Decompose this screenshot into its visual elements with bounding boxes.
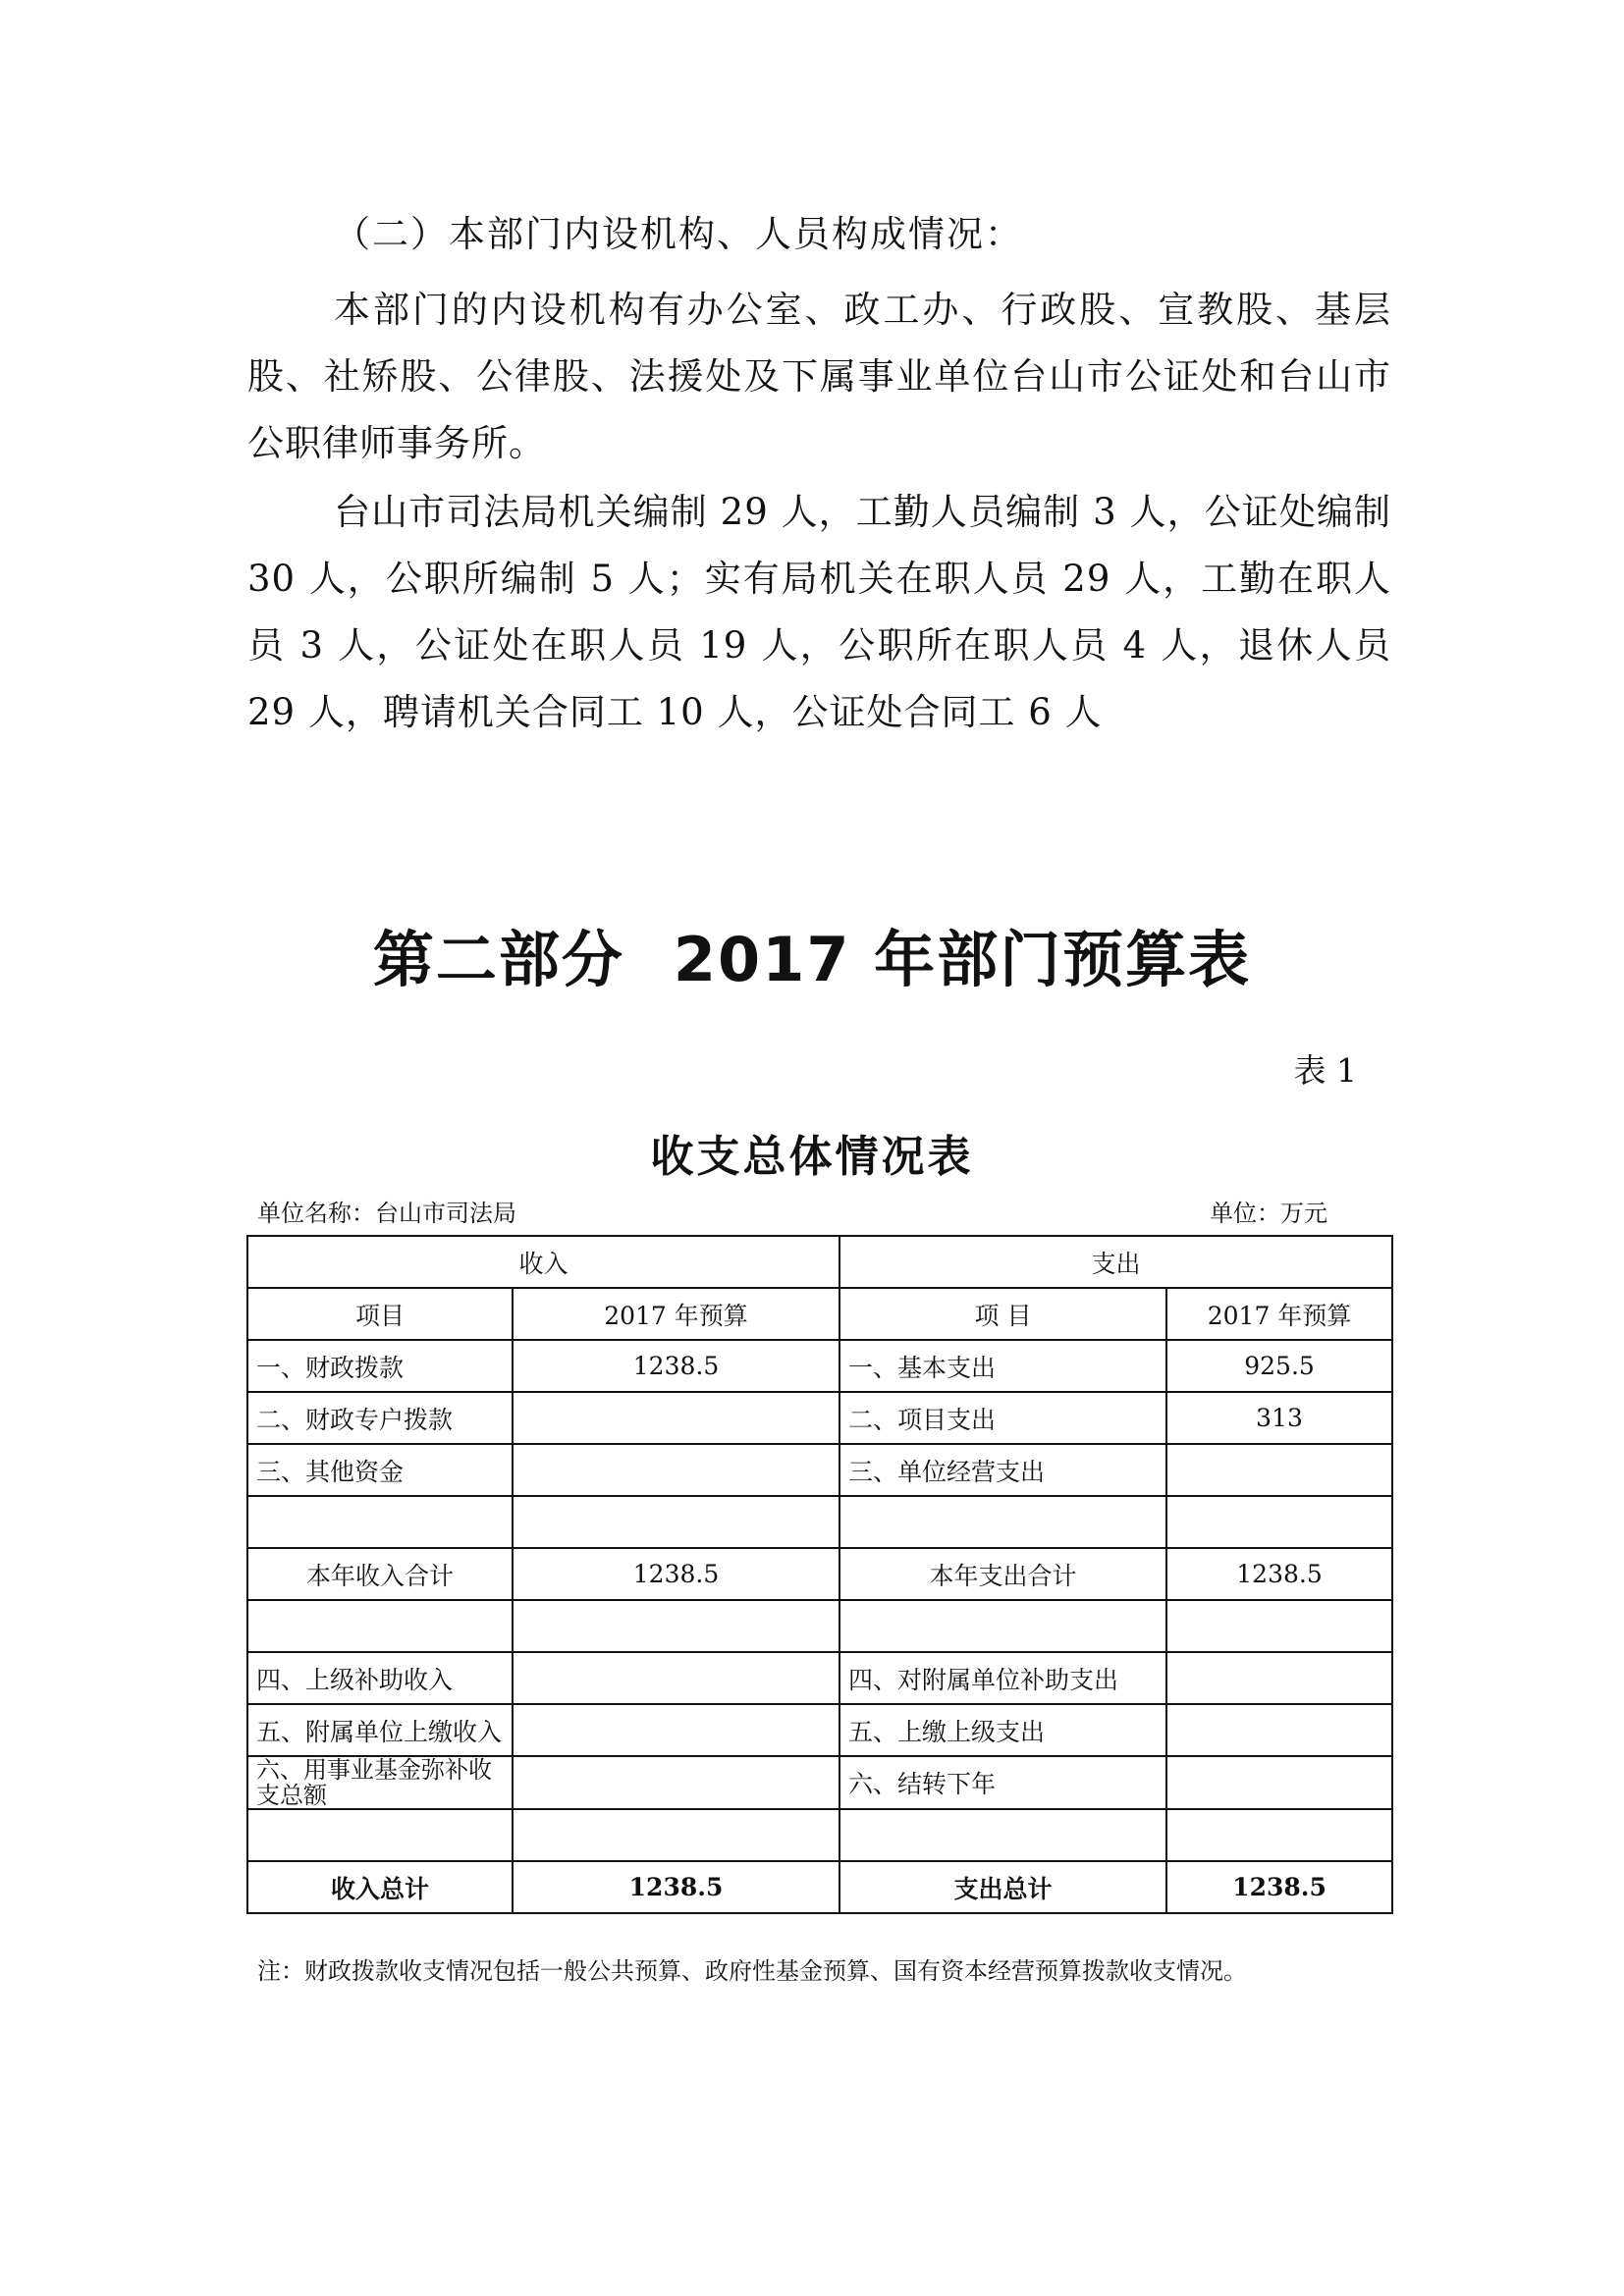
income-item: 二、财政专户拨款 <box>247 1392 513 1444</box>
income-value <box>513 1600 839 1652</box>
expense-item <box>839 1600 1166 1652</box>
section-heading: （二）本部门内设机构、人员构成情况： <box>334 213 1023 255</box>
table-number: 表 1 <box>1293 1051 1357 1090</box>
table-row-empty <box>247 1496 1392 1548</box>
part-title-prefix: 第二部分 <box>372 924 624 995</box>
expense-item: 二、项目支出 <box>839 1392 1166 1444</box>
expense-value: 925.5 <box>1166 1340 1392 1392</box>
income-subtotal-value: 1238.5 <box>513 1548 839 1600</box>
table-row <box>247 1392 1392 1444</box>
expense-item: 五、上缴上级支出 <box>839 1704 1166 1756</box>
col-item-income: 项目 <box>247 1288 513 1340</box>
budget-table <box>246 1235 1393 1914</box>
expense-item: 六、结转下年 <box>839 1756 1166 1809</box>
table-row-empty <box>247 1600 1392 1652</box>
unit-label: 单位：万元 <box>1210 1200 1327 1227</box>
income-item: 五、附属单位上缴收入 <box>247 1704 513 1756</box>
table-title: 收支总体情况表 <box>650 1132 974 1182</box>
expense-value <box>1166 1444 1392 1496</box>
paragraph-structure: 本部门的内设机构有办公室、政工办、行政股、宣教股、基层股、社矫股、公律股、法援处及下属事业单位台山市公证处和台山市公职律师事务所。 <box>247 289 1391 464</box>
table-row <box>247 1340 1392 1392</box>
expense-value <box>1166 1600 1392 1652</box>
part-title <box>0 911 1624 998</box>
income-subtotal-label: 本年收入合计 <box>247 1548 513 1600</box>
table-row-empty <box>247 1809 1392 1861</box>
income-item: 四、上级补助收入 <box>247 1652 513 1704</box>
unit-name: 单位名称：台山市司法局 <box>257 1200 516 1227</box>
income-value <box>513 1392 839 1444</box>
expense-value <box>1166 1809 1392 1861</box>
income-value <box>513 1444 839 1496</box>
expense-value: 313 <box>1166 1392 1392 1444</box>
table-row-subtotal <box>247 1548 1392 1600</box>
income-header: 收入 <box>247 1236 839 1288</box>
income-item <box>247 1600 513 1652</box>
table-row <box>247 1444 1392 1496</box>
income-value <box>513 1704 839 1756</box>
expense-total-label: 支出总计 <box>839 1861 1166 1913</box>
income-item: 六、用事业基金弥补收支总额 <box>247 1756 513 1809</box>
expense-item: 一、基本支出 <box>839 1340 1166 1392</box>
table-row <box>247 1652 1392 1704</box>
expense-item: 四、对附属单位补助支出 <box>839 1652 1166 1704</box>
income-total-value: 1238.5 <box>513 1861 839 1913</box>
expense-total-value: 1238.5 <box>1166 1861 1392 1913</box>
income-item: 三、其他资金 <box>247 1444 513 1496</box>
expense-subtotal-value: 1238.5 <box>1166 1548 1392 1600</box>
income-total-label: 收入总计 <box>247 1861 513 1913</box>
expense-value <box>1166 1704 1392 1756</box>
table-row-total <box>247 1861 1392 1913</box>
income-item <box>247 1496 513 1548</box>
income-item: 一、财政拨款 <box>247 1340 513 1392</box>
expense-header: 支出 <box>839 1236 1392 1288</box>
income-item <box>247 1809 513 1861</box>
expense-item <box>839 1496 1166 1548</box>
expense-value <box>1166 1652 1392 1704</box>
expense-value <box>1166 1756 1392 1809</box>
income-value <box>513 1809 839 1861</box>
expense-value <box>1166 1496 1392 1548</box>
income-value <box>513 1652 839 1704</box>
table-row <box>247 1704 1392 1756</box>
expense-item <box>839 1809 1166 1861</box>
paragraph-staffing: 台山市司法局机关编制 29 人，工勤人员编制 3 人，公证处编制 30 人，公职所编制 5 人；实有局机关在职人员 29 人，工勤在职人员 3 人，公证处在职人员 19 人，公职所在职人员 4 人，退休人员 29 人，聘请机关合同工 10 人，公证处合同工 6 人 <box>247 491 1391 733</box>
table-note: 注：财政拨款收支情况包括一般公共预算、政府性基金预算、国有资本经营预算拨款收支情况。 <box>257 1957 1247 1985</box>
table-subheader-row <box>247 1288 1392 1340</box>
col-budget-income: 2017 年预算 <box>513 1288 839 1340</box>
income-value <box>513 1756 839 1809</box>
expense-subtotal-label: 本年支出合计 <box>839 1548 1166 1600</box>
expense-item: 三、单位经营支出 <box>839 1444 1166 1496</box>
part-title-suffix: 2017 年部门预算表 <box>673 924 1252 995</box>
table-row <box>247 1756 1392 1809</box>
table-header-row <box>247 1236 1392 1288</box>
income-value <box>513 1496 839 1548</box>
col-budget-expense: 2017 年预算 <box>1166 1288 1392 1340</box>
col-item-expense: 项 目 <box>839 1288 1166 1340</box>
income-value: 1238.5 <box>513 1340 839 1392</box>
